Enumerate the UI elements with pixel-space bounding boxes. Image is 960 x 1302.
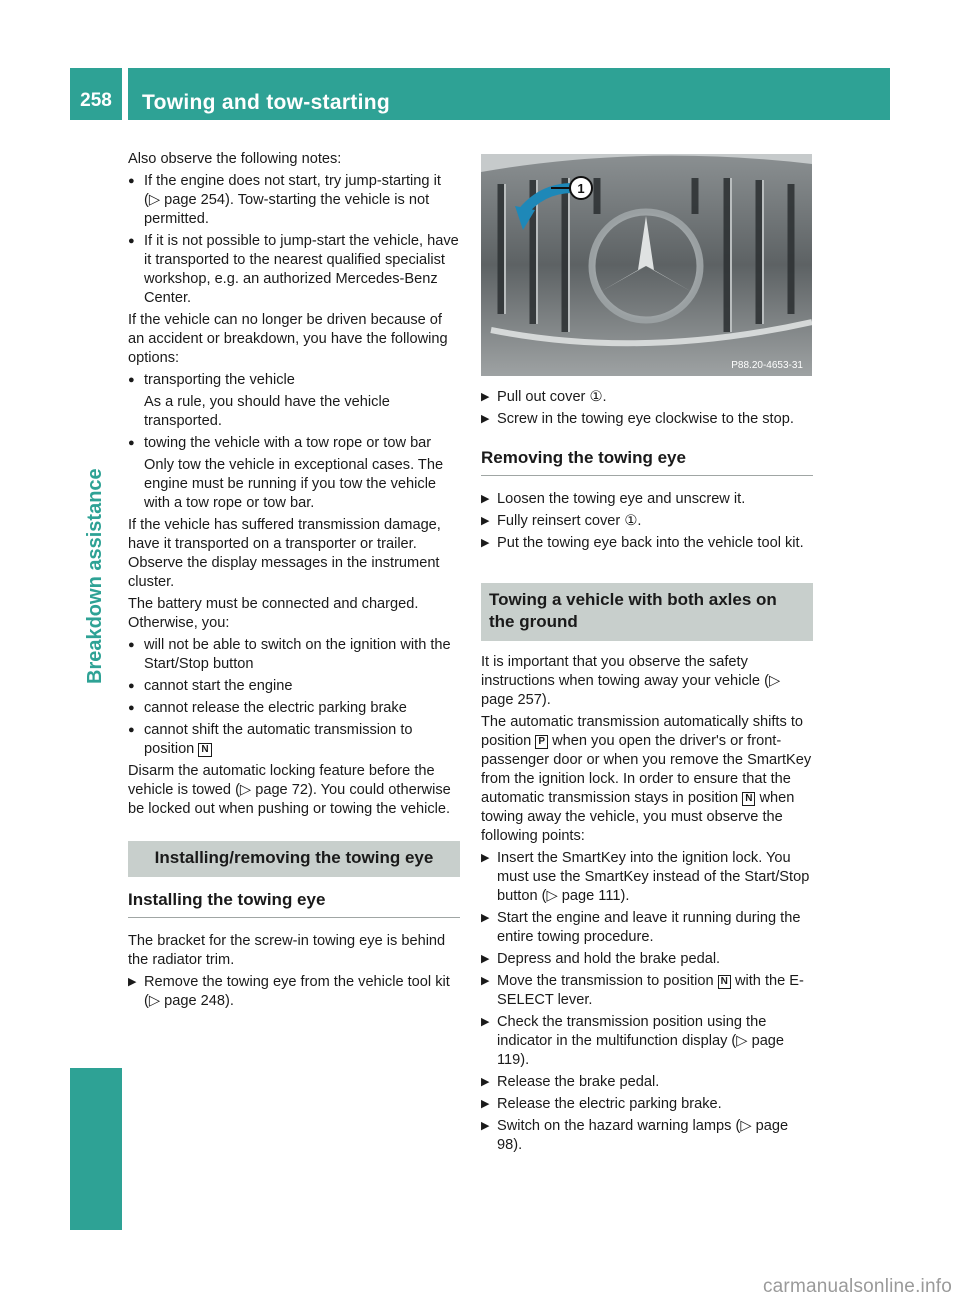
intro-text: Also observe the following notes: (128, 151, 342, 167)
bullet-icon: ● (128, 639, 135, 651)
left-column (128, 150, 460, 1014)
bullet-icon: ● (128, 175, 135, 187)
list-item: ● cannot shift the automatic transmission to position N (128, 722, 413, 757)
instruction-step: ▶ Switch on the hazard warning lamps (▷ page 98). (481, 1118, 789, 1153)
step-arrow-icon: ▶ (481, 391, 490, 403)
instruction-step: ▶ Put the towing eye back into the vehicle tool kit. (481, 535, 804, 551)
step-arrow-icon: ▶ (481, 537, 490, 549)
step-arrow-icon: ▶ (481, 413, 490, 425)
paragraph: Disarm the automatic locking feature before the vehicle is towed (▷ page 72). You could otherwise be locked out when pushing or towing the vehicle. (128, 763, 451, 817)
instruction-step: ▶ Check the transmission position using the indicator in the multifunction display (▷ page 119). (481, 1014, 785, 1068)
paragraph: It is important that you observe the safety instructions when towing away your vehicle (▷ page 257). (481, 654, 781, 708)
step-arrow-icon: ▶ (481, 912, 490, 924)
list-item: ● will not be able to switch on the ignition with the Start/Stop button (128, 637, 451, 672)
chapter-title: Towing and tow-starting (142, 91, 390, 114)
list-item: ● towing the vehicle with a tow rope or tow bar (128, 435, 432, 451)
watermark: carmanualsonline.info (762, 1276, 952, 1297)
subsection-heading: Removing the towing eye (481, 447, 813, 476)
instruction-step: ▶ Depress and hold the brake pedal. (481, 951, 721, 967)
instruction-step: ▶ Pull out cover ①. (481, 389, 607, 405)
bullet-icon: ● (128, 374, 135, 386)
step-arrow-icon: ▶ (481, 975, 490, 987)
side-tab-label: Breakdown assistance (84, 468, 106, 684)
instruction-step: ▶ Fully reinsert cover ①. (481, 513, 642, 529)
subsection-heading: Installing the towing eye (128, 889, 460, 918)
paragraph: The bracket for the screw-in towing eye is behind the radiator trim. (128, 933, 446, 968)
side-tab-marker (70, 1068, 122, 1230)
paragraph: If the vehicle has suffered transmission damage, have it transported on a transporter or trailer. Observe the display messages in the instrument cluster. (128, 517, 441, 590)
page-number: 258 (80, 90, 112, 111)
list-item-detail: As a rule, you should have the vehicle transported. (144, 394, 390, 429)
instruction-step: ▶ Loosen the towing eye and unscrew it. (481, 491, 746, 507)
step-arrow-icon: ▶ (481, 493, 490, 505)
photo-code: P88.20-4653-31 (731, 360, 803, 371)
bullet-icon: ● (128, 724, 135, 736)
bullet-icon: ● (128, 437, 135, 449)
instruction-step: ▶ Move the transmission to position N with the E-SELECT lever. (481, 973, 804, 1008)
step-arrow-icon: ▶ (481, 1016, 490, 1028)
instruction-step: ▶ Remove the towing eye from the vehicle tool kit (▷ page 248). (128, 974, 450, 1009)
right-column (481, 154, 813, 1158)
step-arrow-icon: ▶ (481, 1098, 490, 1110)
bullet-icon: ● (128, 235, 135, 247)
gear-n-symbol: N (742, 792, 755, 806)
step-arrow-icon: ▶ (481, 852, 490, 864)
paragraph: If the vehicle can no longer be driven because of an accident or breakdown, you have the following options: (128, 312, 448, 366)
section-heading: Installing/removing the towing eye (128, 841, 460, 877)
page-number-box (70, 68, 122, 120)
paragraph: The battery must be connected and charged. Otherwise, you: (128, 596, 419, 631)
bullet-icon: ● (128, 702, 135, 714)
instruction-step: ▶ Release the electric parking brake. (481, 1096, 722, 1112)
instruction-step: ▶ Release the brake pedal. (481, 1074, 660, 1090)
instruction-step: ▶ Start the engine and leave it running during the entire towing procedure. (481, 910, 801, 945)
photo-callout: 1 (577, 181, 585, 196)
gear-p-symbol: P (535, 735, 548, 749)
list-item: ● cannot start the engine (128, 678, 293, 694)
gear-n-symbol: N (718, 975, 731, 989)
grille-illustration (481, 154, 812, 376)
instruction-step: ▶ Insert the SmartKey into the ignition lock. You must use the SmartKey instead of the Start/Stop button (▷ page 111). (481, 850, 810, 904)
step-arrow-icon: ▶ (481, 1120, 490, 1132)
step-arrow-icon: ▶ (128, 976, 137, 988)
chapter-header (128, 68, 890, 120)
list-item: ● If the engine does not start, try jump-starting it (▷ page 254). Tow-starting the vehicle is not permitted. (128, 173, 441, 227)
gear-n-symbol: N (198, 743, 211, 757)
section-heading: Towing a vehicle with both axles on the ground (481, 583, 813, 641)
step-arrow-icon: ▶ (481, 515, 490, 527)
list-item: ● cannot release the electric parking brake (128, 700, 407, 716)
step-arrow-icon: ▶ (481, 1076, 490, 1088)
step-arrow-icon: ▶ (481, 953, 490, 965)
instruction-step: ▶ Screw in the towing eye clockwise to the stop. (481, 411, 794, 427)
grille-photo (481, 154, 812, 376)
list-item-detail: Only tow the vehicle in exceptional cases. The engine must be running if you tow the vehicle with a tow rope or tow bar. (144, 457, 444, 511)
list-item: ● If it is not possible to jump-start the vehicle, have it transported to the nearest qualified specialist workshop, e.g. an authorized Mercedes-Benz Center. (128, 233, 459, 306)
list-item: ● transporting the vehicle (128, 372, 295, 388)
bullet-icon: ● (128, 680, 135, 692)
paragraph: The automatic transmission automatically shifts to position P when you open the driver's or front-passenger door or when you remove the SmartKey from the ignition lock. In order to ensure that the automatic transmission stays in position N when towing away the vehicle, you must observe the following points: (481, 714, 812, 844)
